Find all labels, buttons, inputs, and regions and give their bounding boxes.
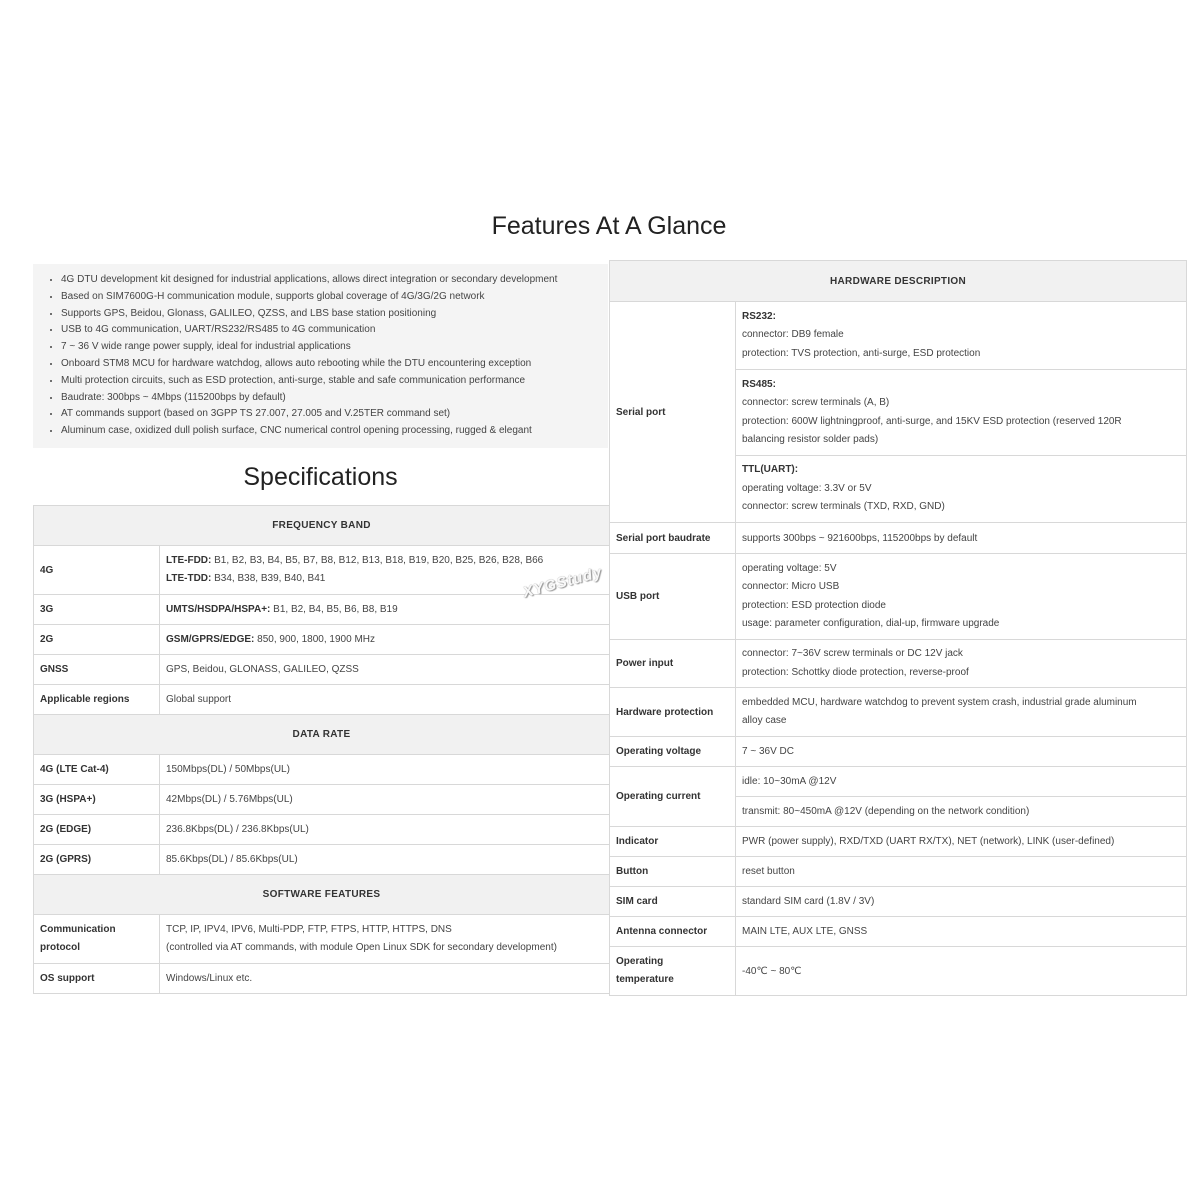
table-row xyxy=(610,302,1187,370)
table-row xyxy=(610,554,1187,640)
spec-value xyxy=(736,302,1187,370)
feature-item: • Aluminum case, oxidized dull polish surface, CNC numerical control opening processing, rugged & elegant xyxy=(61,423,608,440)
spec-value: GPS, Beidou, GLONASS, GALILEO, QZSS xyxy=(160,655,610,685)
lte-fdd-value: B1, B2, B3, B4, B5, B7, B8, B12, B13, B18, B19, B20, B25, B26, B28, B66 xyxy=(211,554,544,566)
table-row xyxy=(610,827,1187,857)
spec-value xyxy=(736,640,1187,688)
feature-item: • USB to 4G communication, UART/RS232/RS485 to 4G communication xyxy=(61,322,608,339)
page-title: Features At A Glance xyxy=(491,212,727,240)
spec-value xyxy=(736,688,1187,737)
spec-value-line: protection: 600W lightningproof, anti-surge, and 15KV ESD protection (reserved 120R xyxy=(742,415,1122,427)
spec-value: 42Mbps(DL) / 5.76Mbps(UL) xyxy=(160,785,610,815)
table-row xyxy=(34,655,610,685)
spec-value-line: connector: screw terminals (TXD, RXD, GND) xyxy=(742,501,945,513)
table-row xyxy=(610,523,1187,554)
table-row xyxy=(34,915,610,964)
gsm-label: GSM/GPRS/EDGE: xyxy=(166,634,255,645)
section-header-hardware-description: HARDWARE DESCRIPTION xyxy=(610,261,1187,302)
table-row xyxy=(610,767,1187,797)
spec-key: Hardware protection xyxy=(610,688,736,737)
spec-key: Serial port baudrate xyxy=(610,523,736,554)
spec-key: 4G xyxy=(34,546,160,595)
spec-value: 236.8Kbps(DL) / 236.8Kbps(UL) xyxy=(160,815,610,845)
spec-key: 3G (HSPA+) xyxy=(34,785,160,815)
ttl-title: TTL(UART): xyxy=(742,464,799,476)
spec-value-line: protection: ESD protection diode xyxy=(742,599,886,611)
section-header-software-features: SOFTWARE FEATURES xyxy=(34,875,610,915)
spec-value: standard SIM card (1.8V / 3V) xyxy=(736,887,1187,917)
spec-key-line: Operating xyxy=(616,955,664,967)
spec-key: 2G xyxy=(34,625,160,655)
features-list-panel xyxy=(33,264,608,448)
spec-value: MAIN LTE, AUX LTE, GNSS xyxy=(736,917,1187,947)
spec-value: supports 300bps ~ 921600bps, 115200bps by default xyxy=(736,523,1187,554)
table-row xyxy=(34,755,610,785)
spec-value: 7 ~ 36V DC xyxy=(736,737,1187,767)
lte-tdd-label: LTE-TDD: xyxy=(166,573,212,584)
table-row xyxy=(610,640,1187,688)
spec-value xyxy=(160,915,610,964)
rs485-title: RS485: xyxy=(742,378,776,390)
spec-key: Antenna connector xyxy=(610,917,736,947)
spec-value-line: alloy case xyxy=(742,715,787,726)
watermark: XYGStudy xyxy=(521,563,605,602)
table-row xyxy=(610,857,1187,887)
section-header-data-rate: DATA RATE xyxy=(34,715,610,755)
table-row xyxy=(610,688,1187,737)
section-header-frequency-band: FREQUENCY BAND xyxy=(34,506,610,546)
spec-value xyxy=(736,370,1187,456)
umts-label: UMTS/HSDPA/HSPA+: xyxy=(166,604,271,615)
spec-key: Power input xyxy=(610,640,736,688)
spec-key: 3G xyxy=(34,595,160,625)
spec-value: idle: 10~30mA @12V xyxy=(736,767,1187,797)
spec-key: USB port xyxy=(610,554,736,640)
rs232-title: RS232: xyxy=(742,310,776,322)
spec-key-line: Communication xyxy=(40,923,116,935)
spec-value xyxy=(736,554,1187,640)
specifications-table-left xyxy=(33,505,610,994)
spec-value-line: (controlled via AT commands, with module Open Linux SDK for secondary development) xyxy=(166,942,557,953)
table-row xyxy=(34,845,610,875)
spec-key-line: temperature xyxy=(616,974,674,985)
feature-item: • 4G DTU development kit designed for industrial applications, allows direct integration or secondary development xyxy=(61,272,608,289)
feature-item: • Based on SIM7600G-H communication module, supports global coverage of 4G/3G/2G network xyxy=(61,289,608,306)
spec-value-line: connector: 7~36V screw terminals or DC 12V jack xyxy=(742,648,963,659)
specifications-title: Specifications xyxy=(243,463,398,491)
spec-value-line: operating voltage: 5V xyxy=(742,562,837,574)
gsm-value: 850, 900, 1800, 1900 MHz xyxy=(254,634,375,645)
table-row xyxy=(610,887,1187,917)
spec-key: SIM card xyxy=(610,887,736,917)
spec-value-line: TCP, IP, IPV4, IPV6, Multi-PDP, FTP, FTPS, HTTP, HTTPS, DNS xyxy=(166,923,452,935)
spec-value: transmit: 80~450mA @12V (depending on the network condition) xyxy=(736,797,1187,827)
spec-value-line: connector: screw terminals (A, B) xyxy=(742,397,890,408)
spec-value-line: protection: Schottky diode protection, reverse-proof xyxy=(742,666,969,678)
feature-item: • AT commands support (based on 3GPP TS 27.007, 27.005 and V.25TER command set) xyxy=(61,406,608,423)
spec-key: Operating current xyxy=(610,767,736,827)
spec-value: 85.6Kbps(DL) / 85.6Kbps(UL) xyxy=(160,845,610,875)
spec-key: Applicable regions xyxy=(34,685,160,715)
spec-value: reset button xyxy=(736,857,1187,887)
spec-value: PWR (power supply), RXD/TXD (UART RX/TX), NET (network), LINK (user-defined) xyxy=(736,827,1187,857)
spec-key: 2G (GPRS) xyxy=(34,845,160,875)
features-list xyxy=(33,264,608,440)
spec-value-line: operating voltage: 3.3V or 5V xyxy=(742,482,872,494)
table-row xyxy=(610,947,1187,996)
spec-key: Operating voltage xyxy=(610,737,736,767)
spec-key: Indicator xyxy=(610,827,736,857)
spec-value-line: balancing resistor solder pads) xyxy=(742,434,879,445)
spec-value: 150Mbps(DL) / 50Mbps(UL) xyxy=(160,755,610,785)
spec-key: Button xyxy=(610,857,736,887)
spec-key: 4G (LTE Cat-4) xyxy=(34,755,160,785)
spec-key xyxy=(610,947,736,996)
lte-fdd-label: LTE-FDD: xyxy=(166,554,212,566)
table-row xyxy=(34,625,610,655)
spec-value-line: connector: DB9 female xyxy=(742,329,844,341)
spec-key xyxy=(34,915,160,964)
table-row xyxy=(610,917,1187,947)
spec-key: Serial port xyxy=(610,302,736,523)
spec-value-line: protection: TVS protection, anti-surge, ESD protection xyxy=(742,347,981,359)
feature-item: • Onboard STM8 MCU for hardware watchdog, allows auto rebooting while the DTU encountering exception xyxy=(61,356,608,373)
spec-value: Windows/Linux etc. xyxy=(160,964,610,994)
table-row xyxy=(34,964,610,994)
spec-value-line: embedded MCU, hardware watchdog to prevent system crash, industrial grade aluminum xyxy=(742,696,1137,708)
spec-value-line: connector: Micro USB xyxy=(742,581,840,592)
lte-tdd-value: B34, B38, B39, B40, B41 xyxy=(211,573,326,584)
spec-value xyxy=(736,456,1187,523)
spec-key: GNSS xyxy=(34,655,160,685)
feature-item: • Supports GPS, Beidou, Glonass, GALILEO, QZSS, and LBS base station positioning xyxy=(61,306,608,323)
feature-item: • Multi protection circuits, such as ESD protection, anti-surge, stable and safe communication performance xyxy=(61,373,608,390)
table-row xyxy=(610,737,1187,767)
spec-key: 2G (EDGE) xyxy=(34,815,160,845)
table-row xyxy=(34,815,610,845)
spec-key-line: protocol xyxy=(40,942,80,953)
spec-value: -40℃ ~ 80℃ xyxy=(736,947,1187,996)
hardware-description-table xyxy=(609,260,1187,996)
table-row xyxy=(34,595,610,625)
table-row xyxy=(34,785,610,815)
spec-value xyxy=(160,595,610,625)
spec-value-line: usage: parameter configuration, dial-up, firmware upgrade xyxy=(742,618,1000,629)
spec-value: Global support xyxy=(160,685,610,715)
feature-item: • 7 ~ 36 V wide range power supply, ideal for industrial applications xyxy=(61,339,608,356)
umts-value: B1, B2, B4, B5, B6, B8, B19 xyxy=(270,604,398,615)
spec-key: OS support xyxy=(34,964,160,994)
table-row xyxy=(34,685,610,715)
spec-value xyxy=(160,625,610,655)
feature-item: • Baudrate: 300bps ~ 4Mbps (115200bps by default) xyxy=(61,390,608,407)
